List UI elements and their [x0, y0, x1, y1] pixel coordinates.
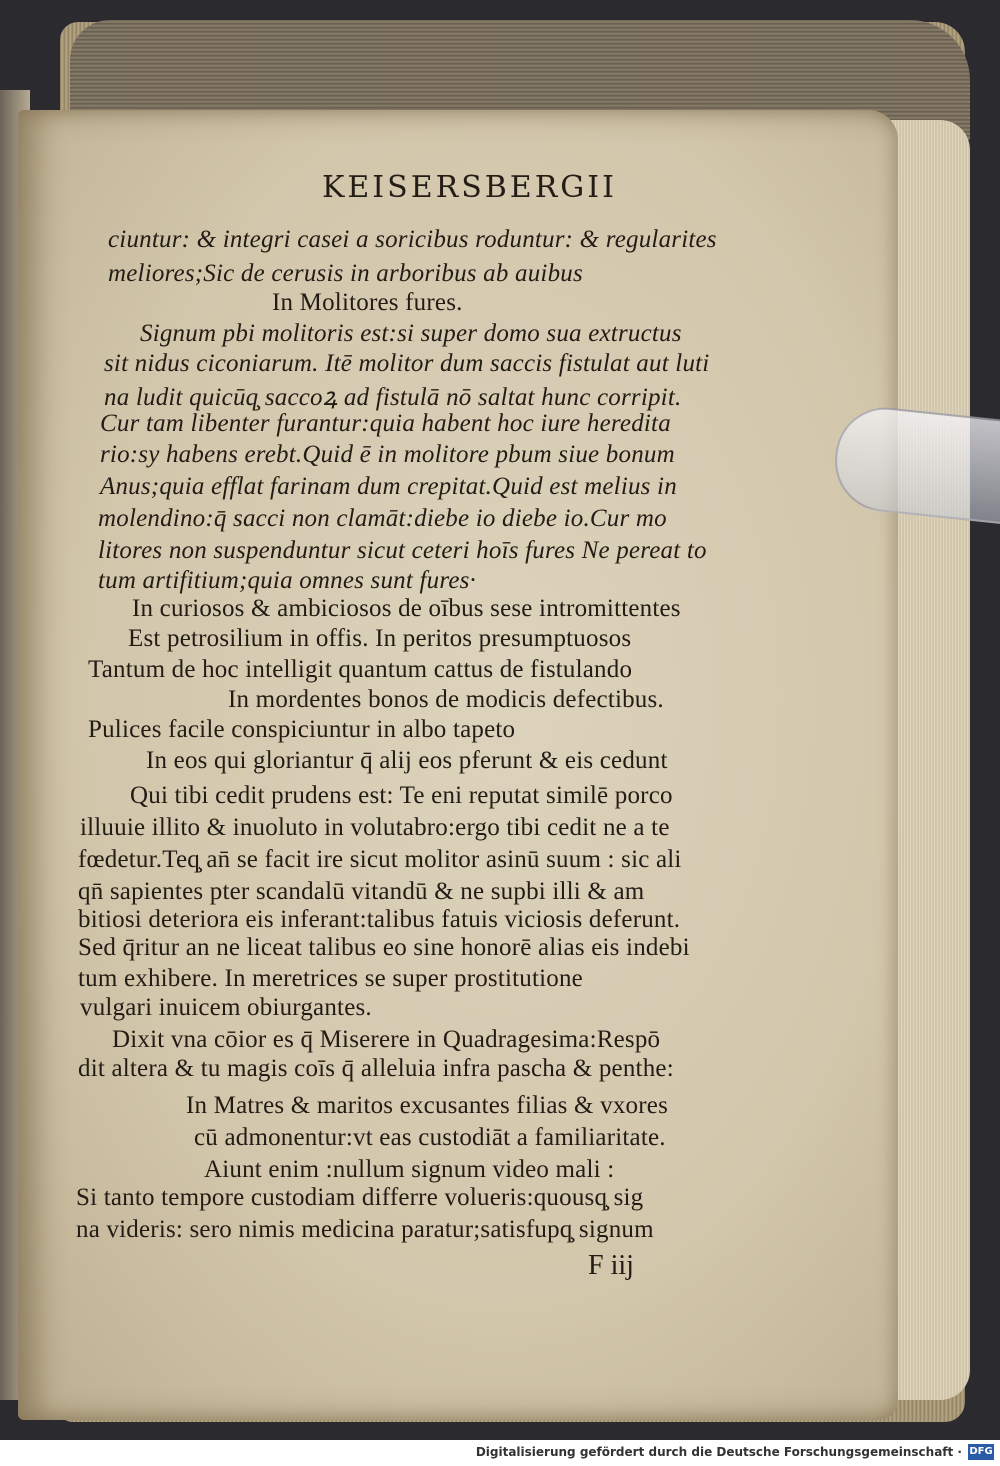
text-line: vulgari inuicem obiurgantes. [80, 994, 372, 1021]
text-line: rio:sy habens erebt.Quid ē in molitore pbum siue bonum [100, 441, 675, 468]
text-line: Anus;quia efflat farinam dum crepitat.Quid est melius in [100, 473, 677, 500]
text-line: cū admonentur:vt eas custodiāt a familiaritate. [194, 1124, 666, 1151]
text-line: Est petrosilium in offis. In peritos presumptuosos [128, 625, 632, 652]
text-line: illuuie illito & inuoluto in volutabro:ergo tibi cedit ne a te [80, 814, 670, 841]
text-line: In mordentes bonos de modicis defectibus. [228, 686, 664, 713]
text-line: Dixit vna cōior es q̄ Miserere in Quadragesima:Respō [112, 1026, 661, 1053]
text-line: Si tanto tempore custodiam differre volueris:quousq̧ sig [76, 1184, 644, 1211]
text-line: meliores;Sic de cerusis in arboribus ab auibus [108, 260, 583, 287]
text-line: Aiunt enim :nullum signum video mali : [204, 1156, 615, 1183]
running-head: KEISERSBERGII [322, 170, 617, 205]
text-line: tum artifitium;quia omnes sunt fures· [98, 567, 477, 594]
text-line: In eos qui gloriantur q̄ alij eos pferunt & eis cedunt [146, 747, 668, 774]
text-line: sit nidus ciconiarum. Itē molitor dum saccis fistulat aut luti [104, 350, 710, 377]
dfg-logo-icon: DFG [968, 1444, 994, 1460]
text-line: tum exhibere. In meretrices se super prostitutione [78, 965, 583, 992]
text-line: na videris: sero nimis medicina paratur;satisfupq̧ signum [76, 1216, 654, 1243]
text-line: In Matres & maritos excusantes filias & vxores [186, 1092, 669, 1119]
footer-bar [0, 1440, 1000, 1466]
text-line: fœdetur.Teq̧ an̄ se facit ire sicut molitor asinū suum : sic ali [78, 846, 682, 873]
text-line: bitiosi deteriora eis inferant:talibus fatuis viciosis deferunt. [78, 906, 681, 933]
text-line: In curiosos & ambiciosos de oībus sese intromittentes [132, 595, 681, 622]
text-line: qn̄ sapientes pter scandalū vitandū & ne supbi illi & am [78, 878, 645, 905]
text-line: molendino:q̄ sacci non clamāt:diebe io diebe io.Cur mo [98, 505, 667, 532]
text-line: Pulices facile conspiciuntur in albo tapeto [88, 716, 516, 743]
text-line: na ludit quicūq̧ saccoꝝ ad fistulā nō saltat hunc corripit. [104, 384, 682, 411]
text-line: In Molitores fures. [272, 289, 463, 316]
text-line: dit altera & tu magis coīs q̄ alleluia infra pascha & penthe: [78, 1055, 674, 1082]
text-line: ciuntur: & integri casei a soricibus roduntur: & regularites [108, 226, 717, 253]
text-line: Cur tam libenter furantur:quia habent hoc iure heredita [100, 410, 671, 437]
text-line: Qui tibi cedit prudens est: Te eni reputat similē porco [130, 782, 673, 809]
text-line: Signum pbi molitoris est:si super domo sua extructus [140, 320, 682, 347]
text-line: Tantum de hoc intelligit quantum cattus de fistulando [88, 656, 633, 683]
signature-mark: F iij [588, 1250, 634, 1281]
text-line: Sed q̄ritur an ne liceat talibus eo sine honorē alias eis indebi [78, 934, 690, 961]
text-line: litores non suspenduntur sicut ceteri hoīs fures Ne pereat to [98, 537, 707, 564]
footer-credit: Digitalisierung gefördert durch die Deutsche Forschungsgemeinschaft · [475, 1445, 962, 1459]
